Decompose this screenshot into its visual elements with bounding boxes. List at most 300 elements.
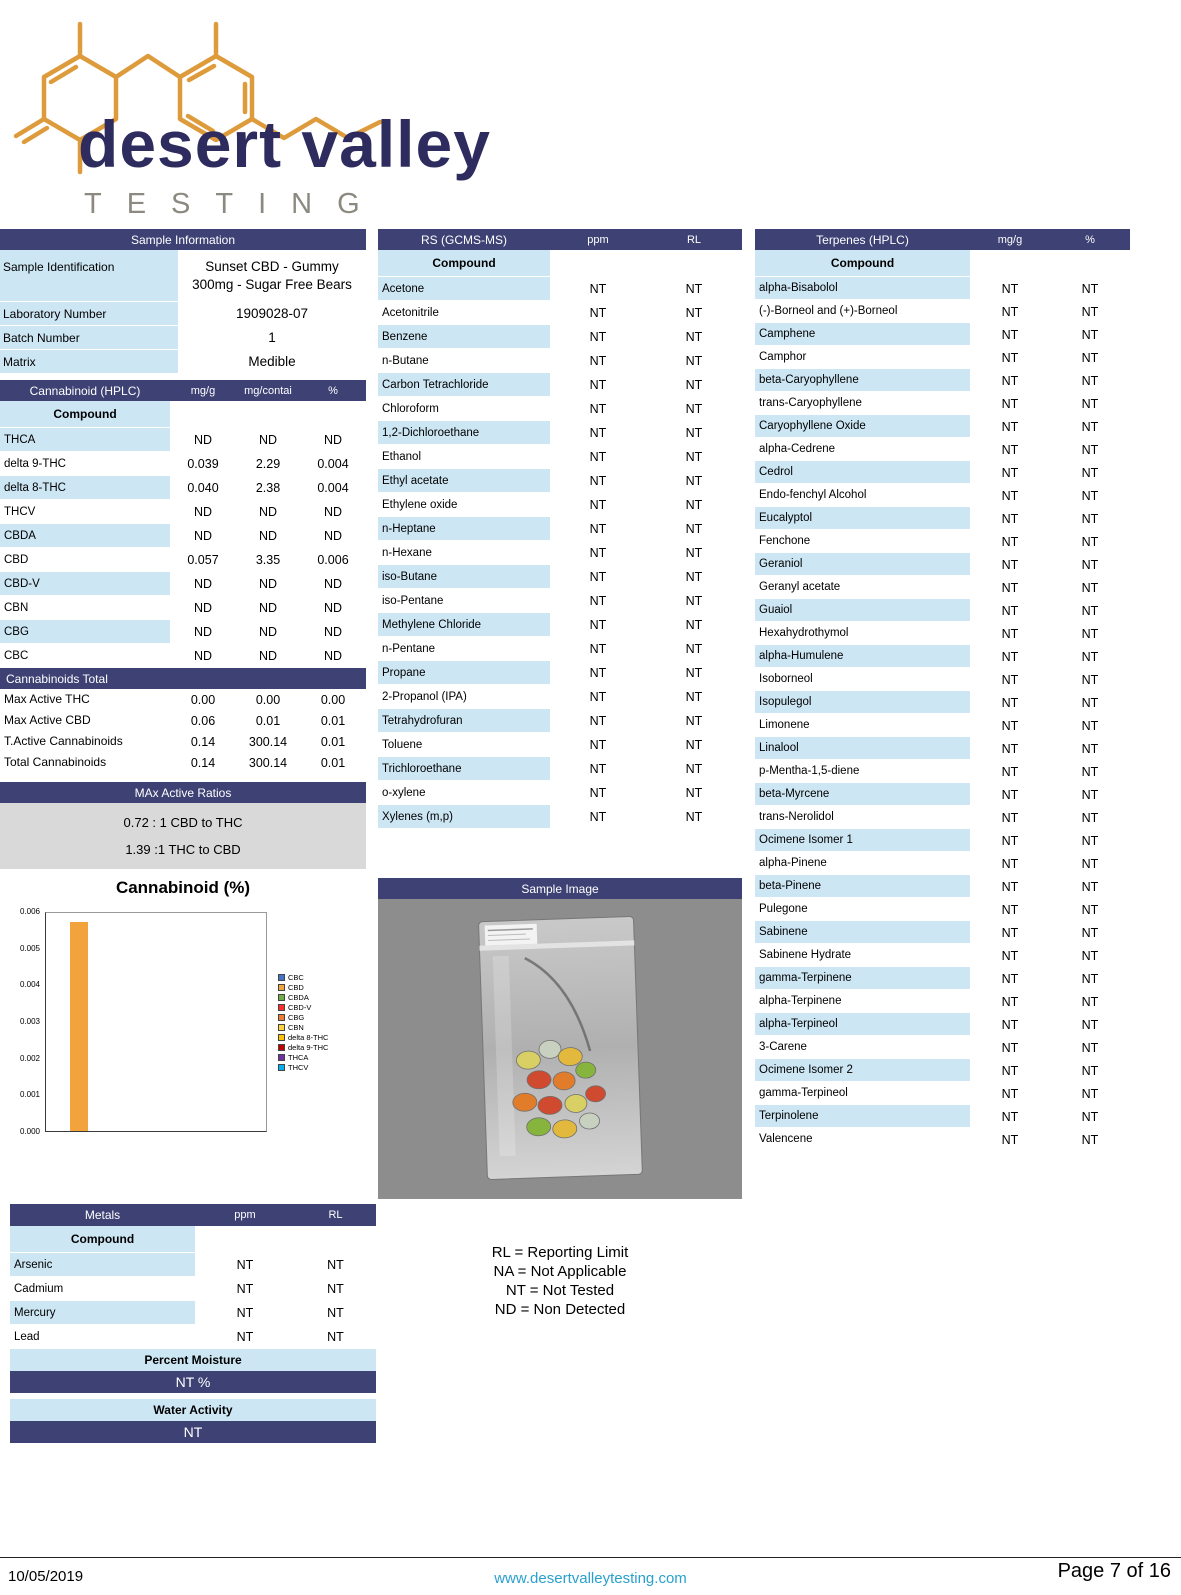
compound-name: Trichloroethane (378, 757, 550, 781)
cannabinoid-table-header (0, 380, 366, 401)
footer-link[interactable]: www.desertvalleytesting.com (494, 1570, 687, 1587)
value-rl: NT (685, 330, 703, 344)
table-row (755, 300, 1130, 323)
value-mgg: NT (1001, 1063, 1019, 1078)
value-mgcontai: 2.29 (255, 457, 281, 471)
compound-name: CBD-V (0, 572, 170, 596)
value-rl: NT (685, 570, 703, 584)
table-row (755, 1128, 1130, 1151)
value-pct: NT (1081, 396, 1099, 411)
table-row (0, 452, 366, 476)
value-mgcontai: 2.38 (255, 481, 281, 495)
legend-label: CBN (288, 1022, 304, 1032)
legend-swatch (278, 1054, 285, 1061)
compound-name: Sabinene (755, 921, 970, 944)
value-ppm: NT (589, 546, 607, 560)
total-name: Total Cannabinoids (0, 752, 170, 773)
field-value: Sunset CBD - Gummy 300mg - Sugar Free Bears (192, 259, 352, 292)
total-row (0, 689, 366, 710)
value-ppm: NT (589, 762, 607, 776)
table-row (755, 369, 1130, 392)
value-mgg: NT (1001, 350, 1019, 365)
table-row (378, 277, 742, 301)
table-row (0, 524, 366, 548)
value-pct: NT (1081, 1040, 1099, 1055)
value-pct: NT (1081, 1063, 1099, 1078)
compound-name: trans-Caryophyllene (755, 392, 970, 415)
table-row (755, 461, 1130, 484)
sample-info-header: Sample Information (0, 229, 366, 250)
value-mgg: NT (1001, 557, 1019, 572)
table-row (10, 1253, 376, 1277)
total-name: Max Active CBD (0, 710, 170, 731)
value-ppm: NT (589, 810, 607, 824)
value-rl: NT (685, 642, 703, 656)
value-mgg: NT (1001, 281, 1019, 296)
table-row (378, 325, 742, 349)
table-row (755, 944, 1130, 967)
value-mgg: 0.040 (187, 481, 219, 495)
value-ppm: NT (589, 378, 607, 392)
compound-name: n-Hexane (378, 541, 550, 565)
compound-name: Camphene (755, 323, 970, 346)
field-label: Matrix (0, 350, 178, 374)
compound-name: Arsenic (10, 1253, 195, 1277)
value-pct: NT (1081, 511, 1099, 526)
compound-name: 3-Carene (755, 1036, 970, 1059)
value-pct: NT (1081, 902, 1099, 917)
note-line: NT = Not Tested (505, 1282, 615, 1299)
y-tick-label: 0.000 (19, 1127, 40, 1136)
value-rl: NT (327, 1306, 344, 1320)
compound-name: CBDA (0, 524, 170, 548)
note-line: ND = Non Detected (494, 1301, 626, 1318)
col-header-ppm: ppm (587, 233, 609, 246)
table-row (378, 373, 742, 397)
compound-name: Carbon Tetrachloride (378, 373, 550, 397)
compound-name: Eucalyptol (755, 507, 970, 530)
field-label: Batch Number (0, 326, 178, 350)
field-label: Laboratory Number (0, 302, 178, 326)
rs-section (378, 229, 742, 829)
table-row (755, 668, 1130, 691)
value-pct: NT (1081, 442, 1099, 457)
max-active-ratios-header: MAx Active Ratios (0, 782, 366, 803)
table-row (755, 507, 1130, 530)
value-mgg: ND (193, 625, 213, 639)
compound-name: Fenchone (755, 530, 970, 553)
value-mgg: NT (1001, 373, 1019, 388)
table-row (755, 691, 1130, 714)
value-pct: NT (1081, 327, 1099, 342)
value-pct: NT (1081, 810, 1099, 825)
compound-name: THCV (0, 500, 170, 524)
value-pct: NT (1081, 695, 1099, 710)
value-ppm: NT (589, 714, 607, 728)
value-rl: NT (327, 1330, 344, 1344)
value-mgg: NT (1001, 649, 1019, 664)
value-mgcontai: ND (258, 649, 278, 663)
cannabinoid-chart-section (0, 878, 366, 1154)
sample-image-section (378, 878, 742, 1204)
value-pct: NT (1081, 603, 1099, 618)
ratios-box (0, 803, 366, 869)
value-rl: NT (685, 450, 703, 464)
value-mgcontai: 3.35 (255, 553, 281, 567)
table-row (0, 644, 366, 668)
compound-name: Isoborneol (755, 668, 970, 691)
compound-name: iso-Butane (378, 565, 550, 589)
value-pct: NT (1081, 741, 1099, 756)
table-row (755, 898, 1130, 921)
compound-name: Acetonitrile (378, 301, 550, 325)
value-mgcontai: ND (258, 505, 278, 519)
table-row (755, 438, 1130, 461)
compound-name: Geranyl acetate (755, 576, 970, 599)
cannabinoid-rows (0, 428, 366, 668)
table-row (755, 392, 1130, 415)
value-mgg: NT (1001, 603, 1019, 618)
compound-name: alpha-Pinene (755, 852, 970, 875)
percent-moisture-value: NT % (10, 1371, 376, 1393)
value-ppm: NT (589, 426, 607, 440)
value-mgg: NT (1001, 672, 1019, 687)
legend-swatch (278, 974, 285, 981)
chart-y-axis (0, 907, 43, 1136)
value-mgcontai: ND (258, 577, 278, 591)
value-pct: NT (1081, 1132, 1099, 1147)
total-name: T.Active Cannabinoids (0, 731, 170, 752)
table-row (755, 806, 1130, 829)
value-mgg: NT (1001, 695, 1019, 710)
value-mgg: NT (1001, 925, 1019, 940)
table-row (755, 921, 1130, 944)
value-mgg: NT (1001, 1017, 1019, 1032)
compound-name: Acetone (378, 277, 550, 301)
rs-table-header (378, 229, 742, 250)
value-mgg: NT (1001, 511, 1019, 526)
table-row (0, 620, 366, 644)
value-pct: ND (323, 601, 343, 615)
percent-moisture-header: Percent Moisture (10, 1349, 376, 1371)
compound-name: 2-Propanol (IPA) (378, 685, 550, 709)
value-ppm: NT (589, 618, 607, 632)
compound-name: trans-Nerolidol (755, 806, 970, 829)
table-row (755, 760, 1130, 783)
value-mgg: NT (1001, 856, 1019, 871)
total-pct: 0.01 (320, 734, 346, 749)
compound-name: beta-Pinene (755, 875, 970, 898)
value-pct: NT (1081, 557, 1099, 572)
value-mgg: NT (1001, 396, 1019, 411)
compound-name: Tetrahydrofuran (378, 709, 550, 733)
value-pct: ND (323, 625, 343, 639)
value-pct: 0.004 (317, 457, 349, 471)
table-row (755, 277, 1130, 300)
table-row (378, 349, 742, 373)
value-pct: NT (1081, 350, 1099, 365)
value-pct: 0.004 (317, 481, 349, 495)
table-row (378, 445, 742, 469)
ratio-line: 0.72 : 1 CBD to THC (123, 815, 243, 830)
value-mgg: NT (1001, 1109, 1019, 1124)
value-mgg: NT (1001, 1132, 1019, 1147)
value-ppm: NT (589, 570, 607, 584)
value-mgg: NT (1001, 971, 1019, 986)
legend-swatch (278, 1064, 285, 1071)
col-header-pct: % (328, 384, 338, 397)
legend-item (278, 1012, 328, 1022)
table-row (755, 1105, 1130, 1128)
col-header-pct: % (1085, 233, 1095, 246)
value-mgg: NT (1001, 764, 1019, 779)
sample-info-row (0, 326, 366, 350)
value-pct: ND (323, 433, 343, 447)
value-pct: NT (1081, 304, 1099, 319)
compound-subheader: Compound (0, 401, 170, 428)
metals-section (10, 1204, 376, 1443)
compound-name: Cedrol (755, 461, 970, 484)
table-row (10, 1277, 376, 1301)
value-pct: NT (1081, 787, 1099, 802)
value-mgg: NT (1001, 879, 1019, 894)
y-tick-label: 0.004 (19, 980, 40, 990)
value-ppm: NT (589, 738, 607, 752)
value-mgg: NT (1001, 580, 1019, 595)
compound-name: n-Butane (378, 349, 550, 373)
table-row (755, 967, 1130, 990)
total-row (0, 710, 366, 731)
value-ppm: NT (589, 354, 607, 368)
value-rl: NT (685, 762, 703, 776)
table-row (755, 553, 1130, 576)
legend-item (278, 1032, 328, 1042)
value-rl: NT (685, 306, 703, 320)
table-row (378, 589, 742, 613)
legend-item (278, 1052, 328, 1062)
terpenes-section (755, 229, 1130, 1151)
value-pct: NT (1081, 534, 1099, 549)
value-pct: NT (1081, 373, 1099, 388)
value-rl: NT (685, 426, 703, 440)
col-header-rl: RL (328, 1209, 343, 1221)
sample-info-section (0, 229, 366, 374)
value-pct: NT (1081, 994, 1099, 1009)
y-tick-label: 0.006 (19, 907, 40, 916)
value-rl: NT (685, 498, 703, 512)
compound-name: n-Pentane (378, 637, 550, 661)
legend-item (278, 992, 328, 1002)
value-rl: NT (685, 546, 703, 560)
total-name: Max Active THC (0, 689, 170, 710)
legend-label: CBDA (288, 992, 309, 1002)
compound-name: Pulegone (755, 898, 970, 921)
compound-subheader-row (10, 1226, 376, 1253)
value-mgg: NT (1001, 465, 1019, 480)
cannabinoids-total-header: Cannabinoids Total (0, 668, 366, 689)
table-row (378, 757, 742, 781)
chart-bar-CBD (70, 922, 88, 1131)
compound-name: gamma-Terpineol (755, 1082, 970, 1105)
value-mgg: NT (1001, 833, 1019, 848)
field-label: Sample Identification (0, 250, 178, 302)
table-row (755, 323, 1130, 346)
value-mgg: ND (193, 433, 213, 447)
chart-plot-area (45, 912, 267, 1132)
table-row (378, 541, 742, 565)
value-mgg: NT (1001, 994, 1019, 1009)
terpenes-rows (755, 277, 1130, 1151)
value-rl: NT (327, 1258, 344, 1272)
value-mgg: 0.039 (187, 457, 219, 471)
legend-item (278, 1002, 328, 1012)
value-pct: ND (323, 649, 343, 663)
compound-subheader: Compound (755, 250, 970, 277)
legend-item (278, 972, 328, 982)
compound-subheader-row (0, 401, 366, 428)
table-row (10, 1325, 376, 1349)
table-row (378, 733, 742, 757)
compound-name: Sabinene Hydrate (755, 944, 970, 967)
col-header-ppm: ppm (234, 1209, 256, 1221)
total-row (0, 731, 366, 752)
table-row (378, 493, 742, 517)
table-row (10, 1301, 376, 1325)
value-mgg: ND (193, 601, 213, 615)
table-row (0, 572, 366, 596)
value-mgcontai: ND (258, 601, 278, 615)
value-ppm: NT (589, 474, 607, 488)
value-rl: NT (685, 618, 703, 632)
table-row (755, 530, 1130, 553)
y-tick-label: 0.005 (19, 943, 40, 953)
value-mgg: NT (1001, 419, 1019, 434)
legend-swatch (278, 1004, 285, 1011)
table-row (378, 469, 742, 493)
y-tick-label: 0.002 (19, 1053, 40, 1063)
value-pct: NT (1081, 488, 1099, 503)
table-row (755, 346, 1130, 369)
value-rl: NT (685, 810, 703, 824)
note-line: NA = Not Applicable (493, 1263, 627, 1280)
table-row (378, 397, 742, 421)
compound-name: Benzene (378, 325, 550, 349)
sample-info-row (0, 350, 366, 374)
total-mgcontai: 300.14 (248, 755, 288, 770)
legend-label: delta 8-THC (288, 1032, 329, 1042)
legend-label: THCV (288, 1062, 309, 1072)
compound-name: 1,2-Dichloroethane (378, 421, 550, 445)
table-row (378, 565, 742, 589)
sample-info-row (0, 250, 366, 302)
value-pct: NT (1081, 971, 1099, 986)
table-row (755, 852, 1130, 875)
total-pct: 0.00 (320, 692, 346, 707)
water-activity-header: Water Activity (10, 1399, 376, 1421)
compound-name: CBG (0, 620, 170, 644)
field-value: Medible (248, 354, 296, 369)
chart-legend (278, 972, 328, 1072)
value-rl: NT (327, 1282, 344, 1296)
value-mgg: ND (193, 577, 213, 591)
value-mgg: ND (193, 505, 213, 519)
y-tick-label: 0.001 (19, 1090, 40, 1100)
value-pct: NT (1081, 856, 1099, 871)
table-row (0, 596, 366, 620)
footer (0, 1570, 1181, 1588)
compound-name: Linalool (755, 737, 970, 760)
value-rl: NT (685, 282, 703, 296)
y-tick-label: 0.003 (19, 1017, 40, 1026)
value-pct: ND (323, 529, 343, 543)
value-pct: NT (1081, 281, 1099, 296)
table-row (378, 637, 742, 661)
table-row (755, 1059, 1130, 1082)
value-ppm: NT (589, 522, 607, 536)
value-mgg: NT (1001, 626, 1019, 641)
value-pct: NT (1081, 718, 1099, 733)
value-mgg: NT (1001, 902, 1019, 917)
table-row (755, 1082, 1130, 1105)
compound-name: beta-Myrcene (755, 783, 970, 806)
compound-subheader: Compound (10, 1226, 195, 1253)
compound-name: alpha-Humulene (755, 645, 970, 668)
value-ppm: NT (589, 498, 607, 512)
value-rl: NT (685, 594, 703, 608)
value-rl: NT (685, 690, 703, 704)
ratio-line: 1.39 :1 THC to CBD (125, 842, 241, 857)
legend-label: THCA (288, 1052, 309, 1062)
value-ppm: NT (589, 642, 607, 656)
table-row (755, 1013, 1130, 1036)
value-pct: NT (1081, 419, 1099, 434)
compound-name: Chloroform (378, 397, 550, 421)
compound-name: Ethanol (378, 445, 550, 469)
table-row (755, 484, 1130, 507)
table-row (0, 500, 366, 524)
table-row (755, 1036, 1130, 1059)
compound-name: Ocimene Isomer 1 (755, 829, 970, 852)
value-pct: NT (1081, 764, 1099, 779)
total-mgg: 0.00 (190, 692, 216, 707)
col-header-mgg: mg/g (997, 233, 1023, 246)
compound-name: delta 8-THC (0, 476, 170, 500)
value-pct: NT (1081, 465, 1099, 480)
legend-item (278, 982, 328, 992)
legend-swatch (278, 1044, 285, 1051)
table-row (378, 517, 742, 541)
value-mgg: NT (1001, 534, 1019, 549)
legend-label: CBC (288, 972, 304, 982)
value-pct: 0.006 (317, 553, 349, 567)
value-ppm: NT (589, 282, 607, 296)
table-row (378, 709, 742, 733)
table-title: Cannabinoid (HPLC) (29, 383, 141, 398)
value-pct: NT (1081, 672, 1099, 687)
legend-swatch (278, 1014, 285, 1021)
table-row (755, 576, 1130, 599)
table-row (378, 301, 742, 325)
table-row (0, 548, 366, 572)
value-pct: ND (323, 505, 343, 519)
compound-name: Hexahydrothymol (755, 622, 970, 645)
table-row (0, 428, 366, 452)
total-mgcontai: 0.00 (255, 692, 281, 707)
compound-name: Isopulegol (755, 691, 970, 714)
value-rl: NT (685, 666, 703, 680)
total-mgcontai: 300.14 (248, 734, 288, 749)
value-mgg: ND (193, 529, 213, 543)
